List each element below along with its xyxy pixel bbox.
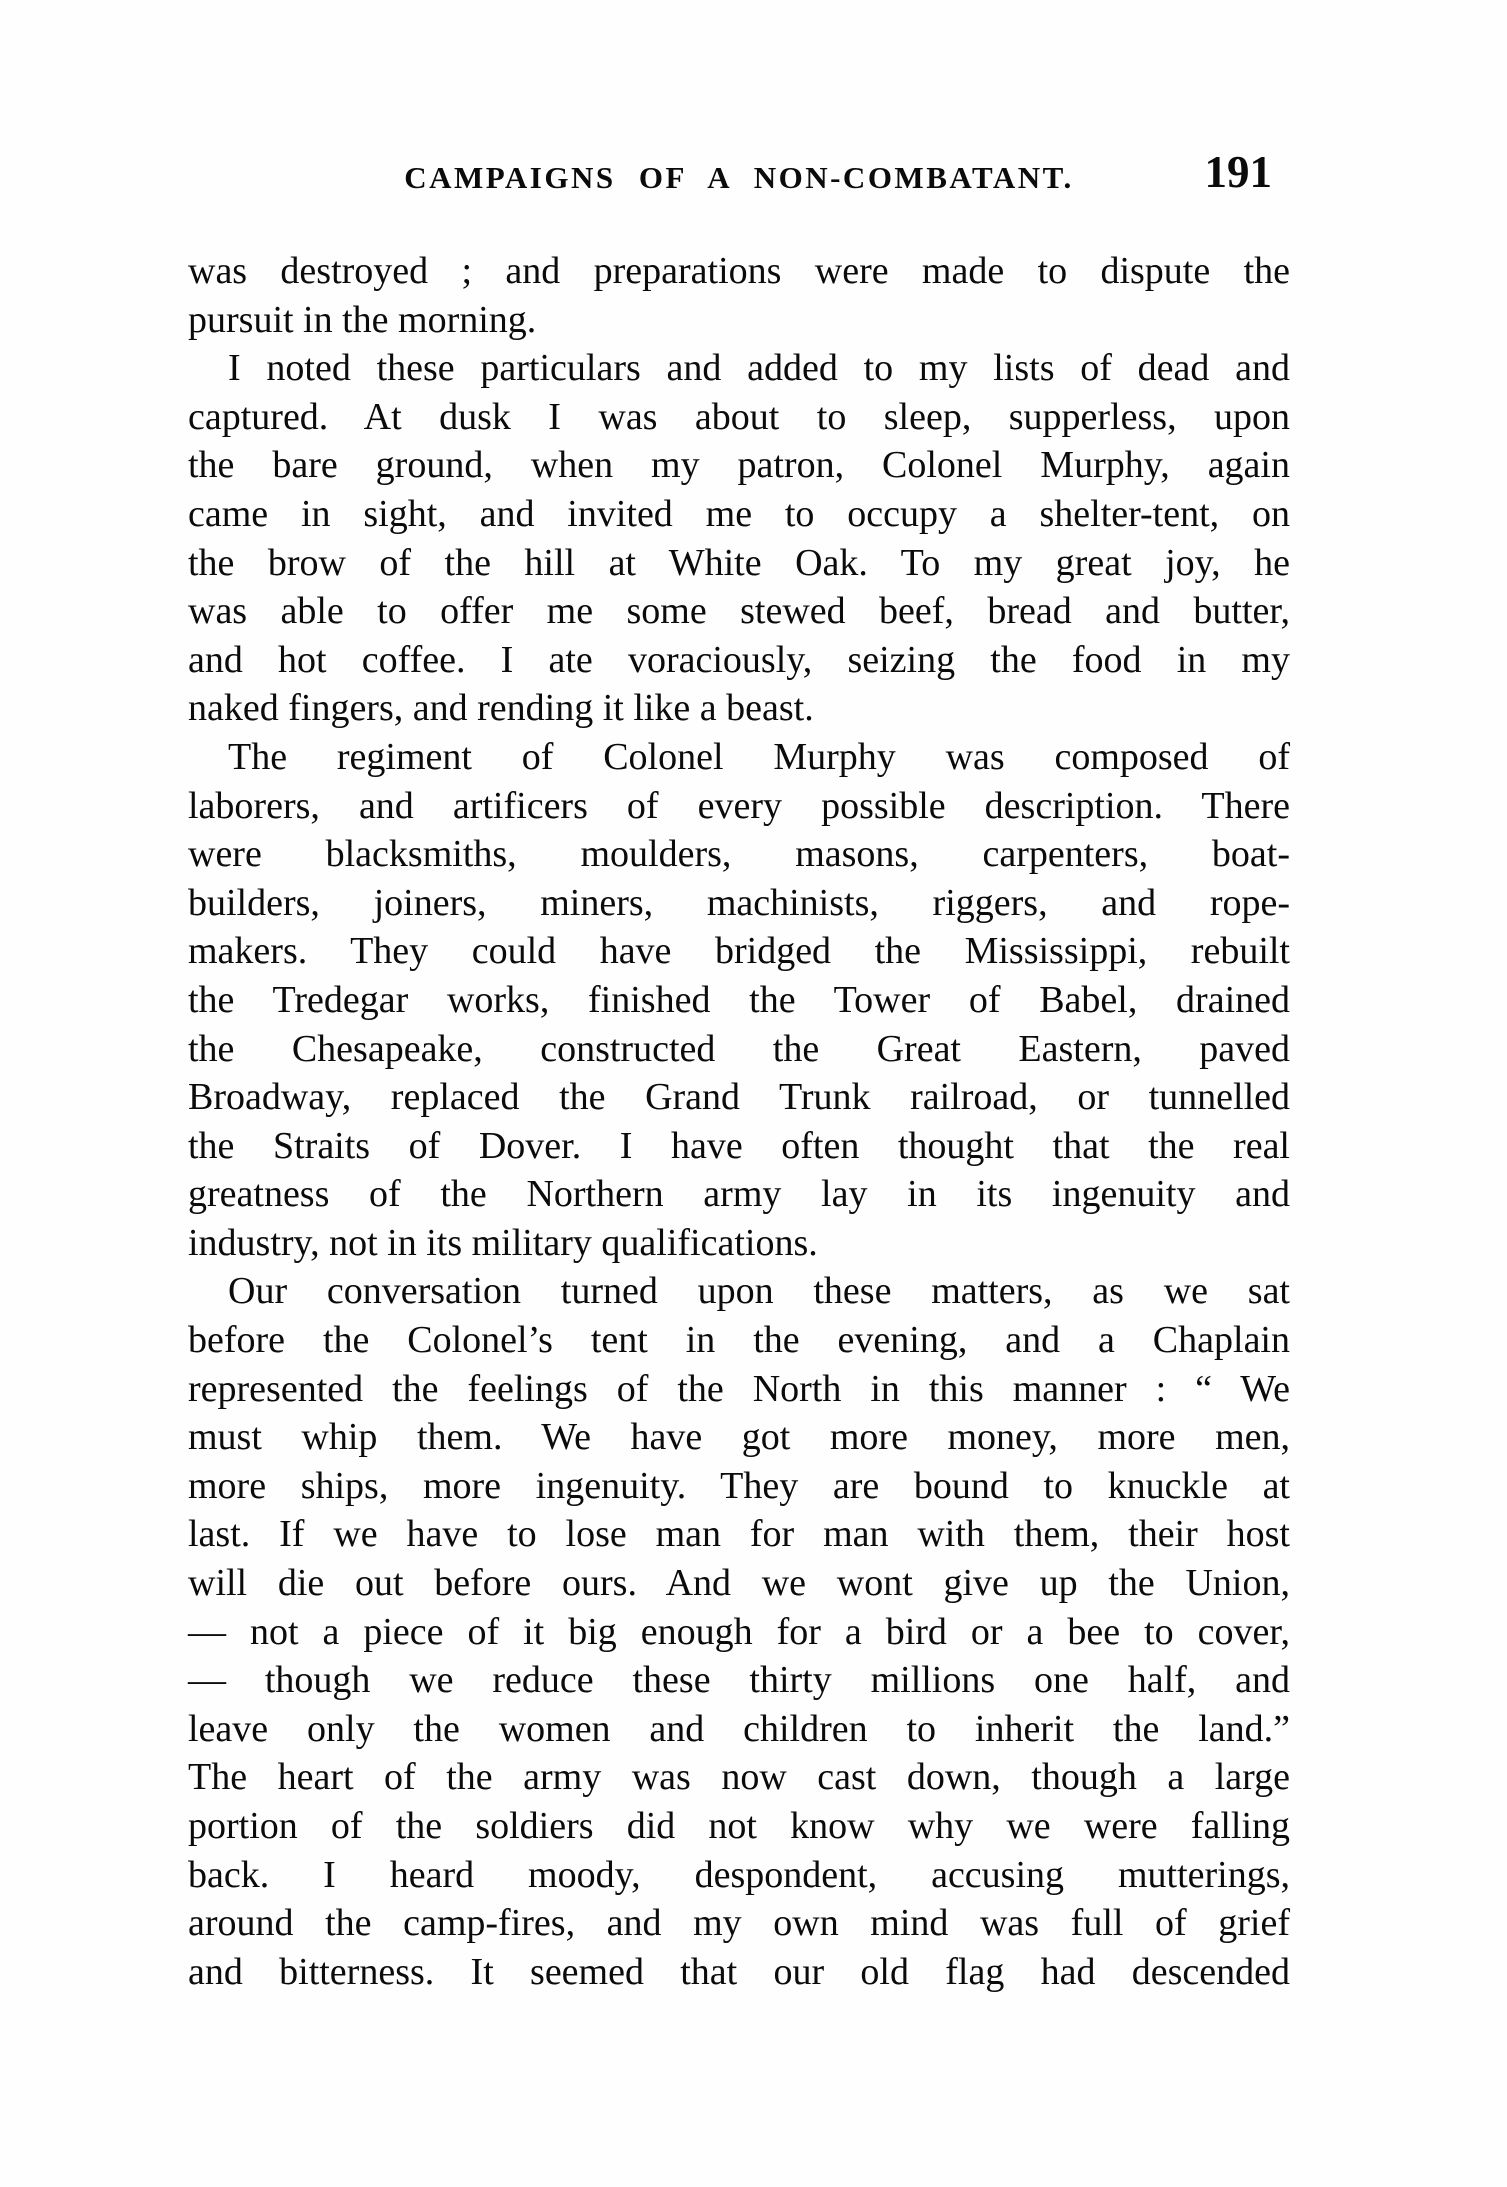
text-line: — though we reduce these thirty millions one half, and bbox=[188, 1659, 1290, 1702]
text-line: before the Colonel’s tent in the evening, and a Chaplain bbox=[188, 1319, 1290, 1362]
text-line: was able to offer me some stewed beef, bread and butter, bbox=[188, 590, 1290, 633]
running-head-title: CAMPAIGNS OF A NON-COMBATANT. bbox=[404, 160, 1074, 195]
page-body bbox=[188, 247, 1290, 1996]
text-line: Broadway, replaced the Grand Trunk railroad, or tunnelled bbox=[188, 1076, 1290, 1119]
text-line: will die out before ours. And we wont give up the Union, bbox=[188, 1562, 1290, 1605]
text-line: the Chesapeake, constructed the Great Eastern, paved bbox=[188, 1027, 1290, 1070]
text-line: pursuit in the morning. bbox=[188, 298, 537, 341]
text-line: portion of the soldiers did not know why we were falling bbox=[188, 1805, 1290, 1847]
text-line: and bitterness. It seemed that our old flag had descended bbox=[188, 1950, 1290, 1993]
text-line: The heart of the army was now cast down, though a large bbox=[188, 1756, 1290, 1799]
text-line: greatness of the Northern army lay in its ingenuity and bbox=[188, 1173, 1290, 1216]
text-line: the Straits of Dover. I have often thought that the real bbox=[188, 1124, 1290, 1167]
text-line: were blacksmiths, moulders, masons, carpenters, boat- bbox=[188, 833, 1290, 876]
text-line: naked fingers, and rending it like a beast. bbox=[188, 687, 814, 730]
text-line: was destroyed ; and preparations were made to dispute the bbox=[188, 250, 1290, 292]
text-line: laborers, and artificers of every possible description. There bbox=[188, 784, 1290, 827]
text-line: the bare ground, when my patron, Colonel Murphy, again bbox=[188, 444, 1290, 487]
text-line: the Tredegar works, finished the Tower of Babel, drained bbox=[188, 978, 1290, 1021]
text-line: back. I heard moody, despondent, accusing mutterings, bbox=[188, 1853, 1290, 1896]
text-line: makers. They could have bridged the Mississippi, rebuilt bbox=[188, 930, 1290, 973]
text-line: around the camp-fires, and my own mind was full of grief bbox=[188, 1902, 1290, 1945]
text-line: and hot coffee. I ate voraciously, seizing the food in my bbox=[188, 638, 1290, 681]
text-line: represented the feelings of the North in this manner : “ We bbox=[188, 1367, 1290, 1410]
page-number: 191 bbox=[1204, 147, 1272, 197]
text-line: came in sight, and invited me to occupy a shelter-tent, on bbox=[188, 492, 1290, 535]
text-line: industry, not in its military qualifications. bbox=[188, 1221, 818, 1264]
text-line: the brow of the hill at White Oak. To my great joy, he bbox=[188, 541, 1290, 584]
text-line: builders, joiners, miners, machinists, riggers, and rope- bbox=[188, 881, 1290, 924]
text-line: I noted these particulars and added to my lists of dead and bbox=[228, 347, 1290, 390]
text-line: Our conversation turned upon these matters, as we sat bbox=[228, 1270, 1290, 1313]
text-line: more ships, more ingenuity. They are bound to knuckle at bbox=[188, 1464, 1290, 1507]
text-line: The regiment of Colonel Murphy was composed of bbox=[228, 735, 1290, 778]
text-line: must whip them. We have got more money, more men, bbox=[188, 1416, 1290, 1459]
text-line: last. If we have to lose man for man with them, their host bbox=[188, 1513, 1290, 1556]
text-line: leave only the women and children to inherit the land.” bbox=[188, 1707, 1290, 1750]
text-line: — not a piece of it big enough for a bird or a bee to cover, bbox=[188, 1610, 1290, 1653]
text-line: captured. At dusk I was about to sleep, supperless, upon bbox=[188, 395, 1290, 438]
